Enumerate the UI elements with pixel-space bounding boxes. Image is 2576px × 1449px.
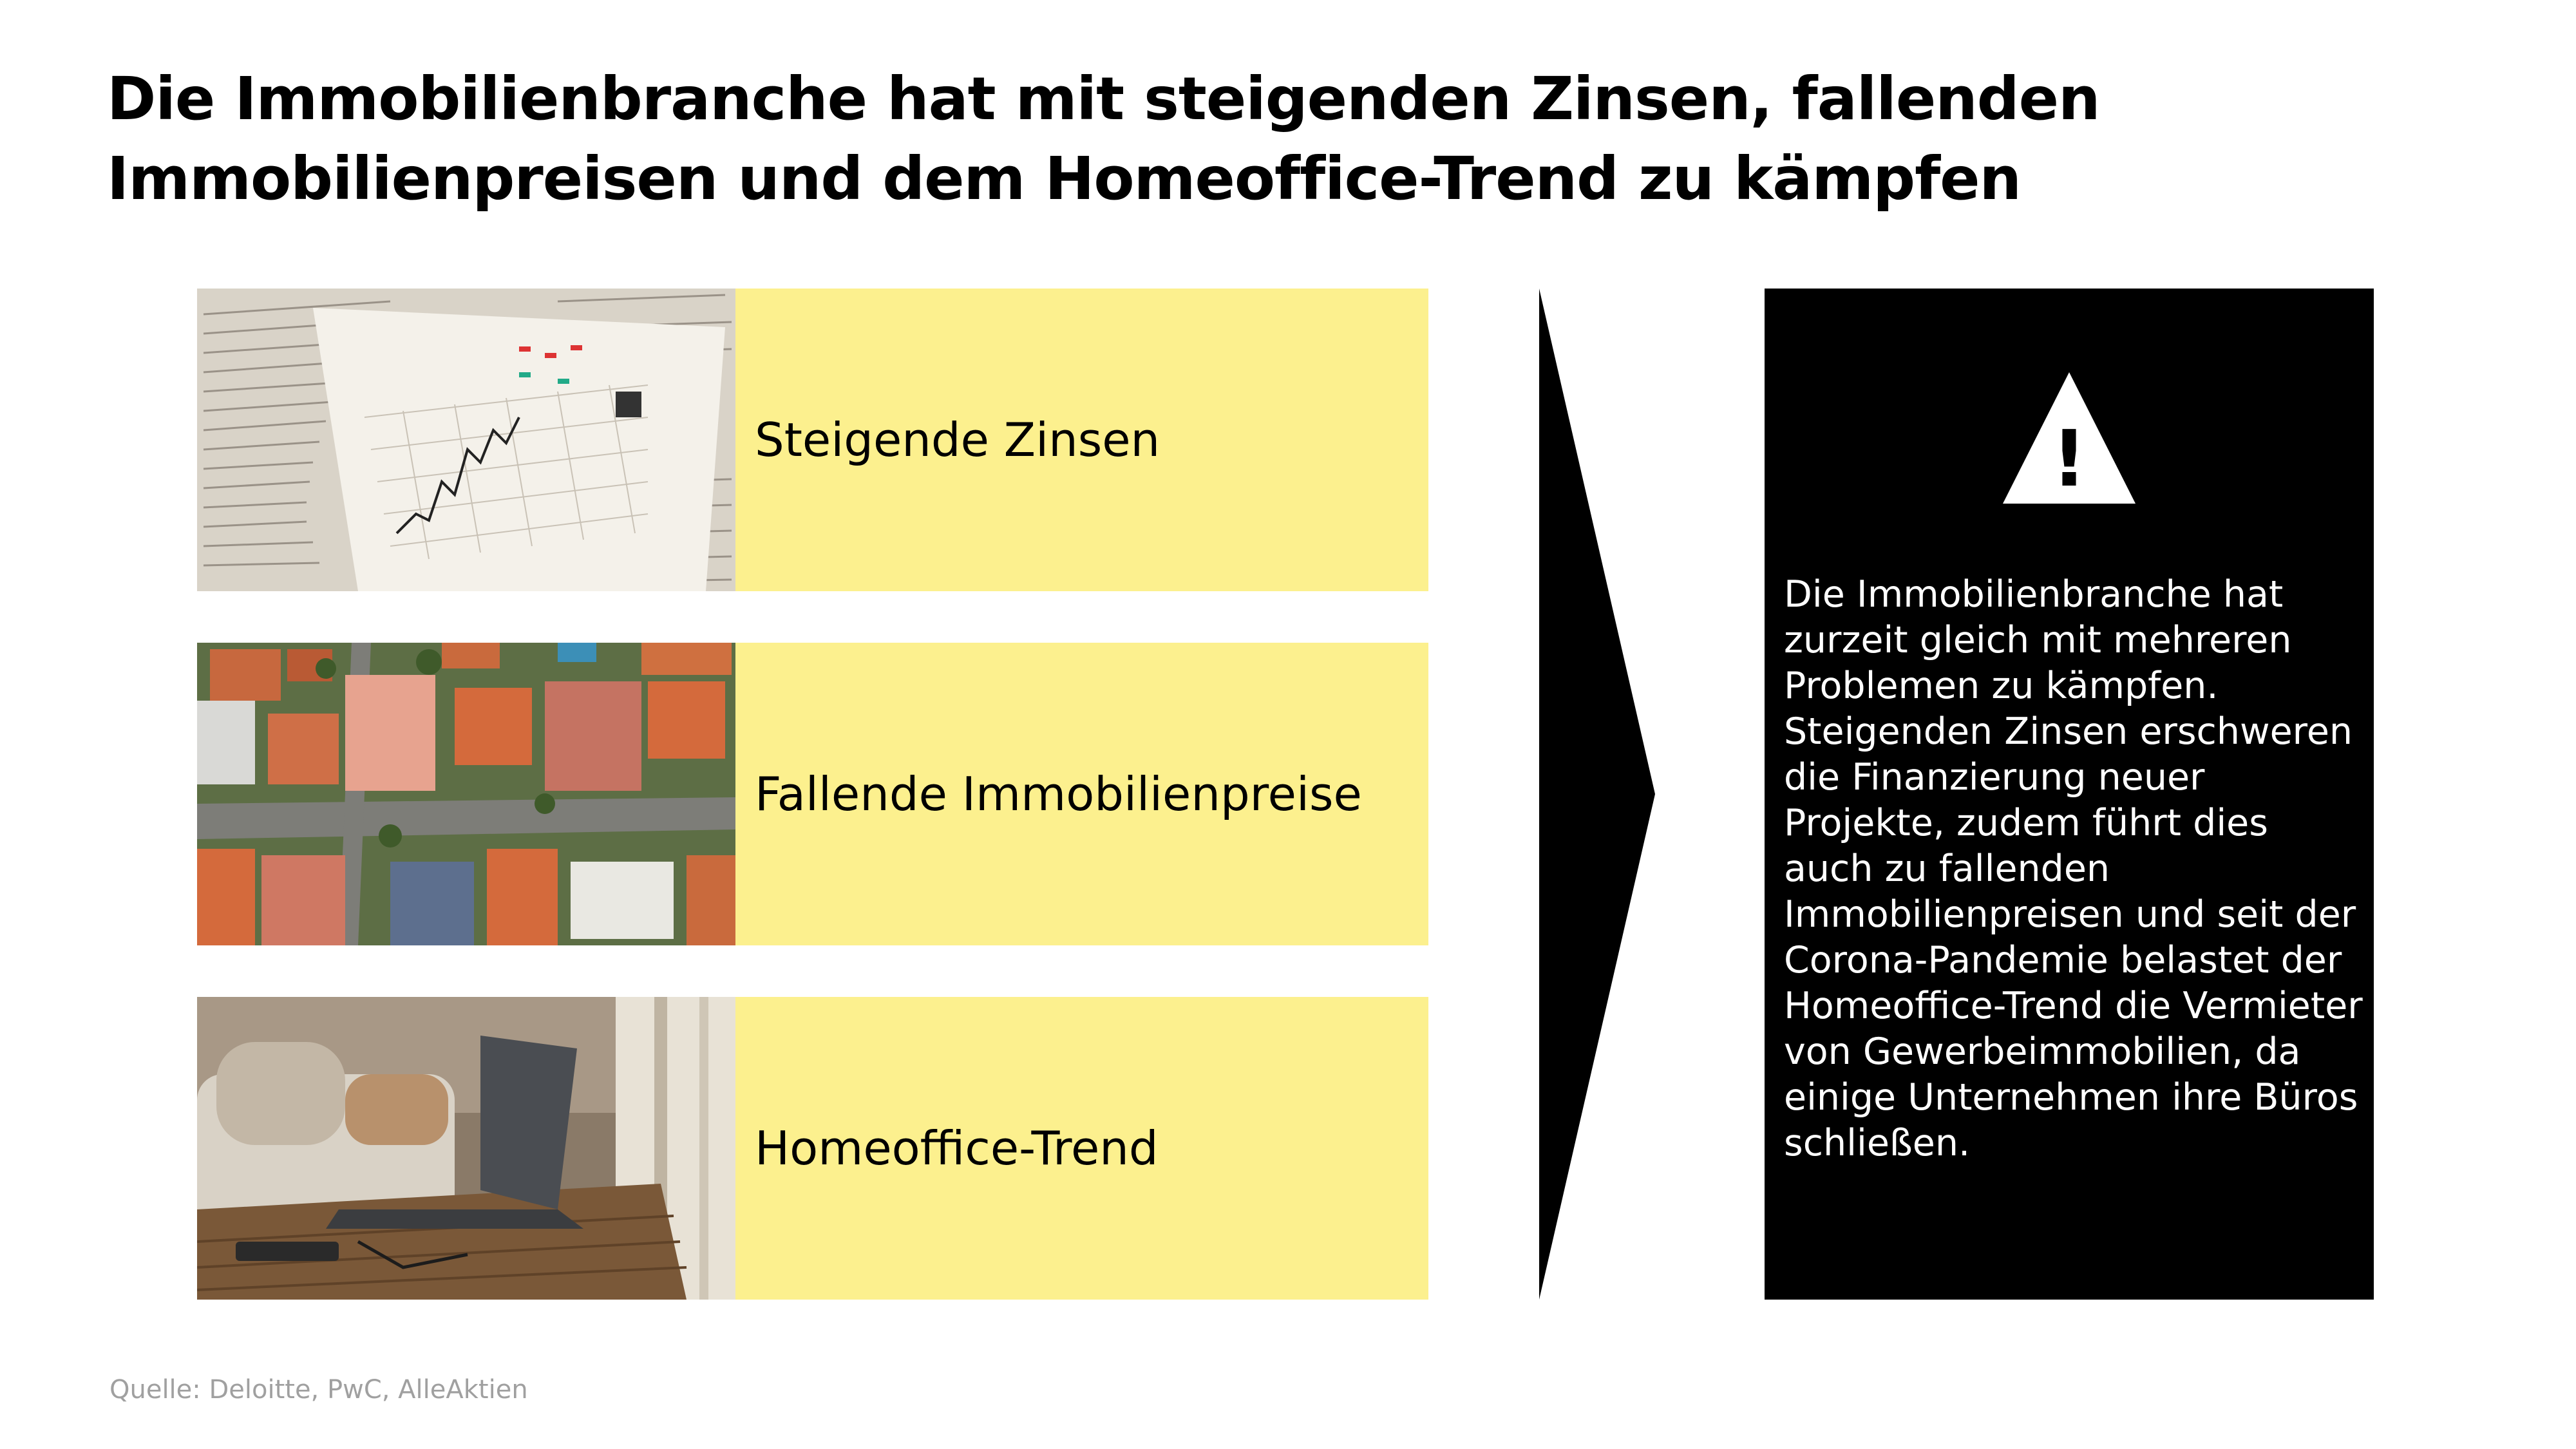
laptop-sofa-photo (197, 997, 735, 1300)
factor-row-homeoffice (197, 997, 1428, 1300)
factor-label-box (735, 997, 1428, 1300)
factor-label-box (735, 643, 1428, 945)
conclusion-text: Die Immobilienbranche hat zurzeit gleich mit mehreren Problemen zu kämpfen. Steigenden Zinsen erschweren die Finanzierung neuer Projekte, zudem führt dies auch zu fallenden Immobilienpreisen und seit der Corona-Pandemie belastet der Homeoffice-Trend die Vermieter von Gewerbeimmobilien, da einige Unternehmen ihre Büros schließen. (1784, 573, 2363, 1164)
warning-mark: ! (2051, 415, 2087, 504)
factor-row-rising-rates (197, 289, 1428, 591)
page-title: Die Immobilienbranche hat mit steigenden Zinsen, fallenden Immobilienpreisen und dem Homeoffice-Trend zu kämpfen (107, 64, 2100, 213)
newspaper-chart-photo (197, 289, 735, 591)
factor-label-box (735, 289, 1428, 591)
chevron-arrow-icon (1539, 289, 1655, 1300)
factor-row-falling-prices (197, 643, 1428, 945)
factor-label: Fallende Immobilienpreise (755, 767, 1362, 821)
warning-icon (2003, 372, 2136, 504)
source-note: Quelle: Deloitte, PwC, AlleAktien (109, 1375, 528, 1405)
factor-label: Homeoffice-Trend (755, 1121, 1159, 1175)
conclusion-panel (1765, 289, 2374, 1300)
aerial-houses-photo (197, 643, 735, 945)
factor-label: Steigende Zinsen (755, 413, 1160, 467)
